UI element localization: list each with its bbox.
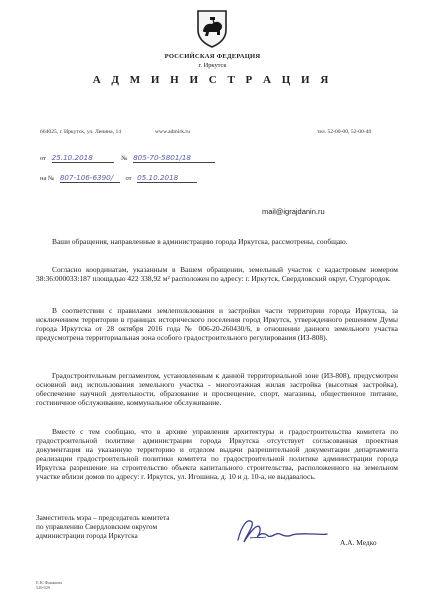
- country-name: РОССИЙСКАЯ ФЕДЕРАЦИЯ: [164, 53, 261, 60]
- postal-address: 664025, г. Иркутск, ул. Ленина, 14: [40, 129, 122, 135]
- executor-info: [36, 580, 62, 590]
- coat-of-arms-emblem: [195, 8, 229, 48]
- executor-phone: 520-029: [36, 585, 50, 590]
- outgoing-reference: [40, 153, 215, 163]
- outgoing-date: 25.10.2018: [52, 153, 114, 163]
- paragraph-1: Ваши обращения, направленные в администрацию города Иркутска, рассмотрены, сообщаю.: [52, 237, 348, 246]
- letter-body-5: [36, 428, 398, 481]
- letter-body-2: [36, 266, 398, 284]
- paragraph-5: Вместе с тем сообщаю, что в архиве управления архитектуры и градостроительства комитета по градостроительной политике администрации города Иркутска отсутствует согласованная проектная документация на указанную территорию и отделом выдачи разрешительной документации департамента реализации градостроительной политики комитета по градостроительной политике администрации города Иркутска разрешение на строительство объекта капитального строительства, расположенного на земельном участке вблизи домов по адресу: г. Иркутск, ул. Игошина, д. 10 и д. 10-а, не выдавалось.: [36, 427, 398, 481]
- incoming-from-label: от: [125, 175, 132, 182]
- signatory-name: А.А. Медко: [340, 538, 377, 547]
- letter-body-4: [36, 372, 398, 408]
- executor-name: Е.Н. Фонякова: [36, 580, 62, 585]
- city-name: г. Иркутск: [198, 62, 227, 69]
- signatory-position: [36, 514, 170, 541]
- paragraph-4: Градостроительным регламентом, установленным к данной территориальной зоне (ИЗ-808), предусмотрен основной вид использования земельного участка - многоэтажная жилая застройка (высотная застройка), обеспечение научной деятельности, образование и просвещение, спорт, магазины, общественное питание, гостиничное обслуживание, коммунальное обслуживание.: [36, 371, 398, 407]
- letter-body-3: [36, 307, 398, 343]
- incoming-reference: [40, 173, 197, 183]
- number-label: №: [121, 155, 128, 162]
- incoming-number: 807-106-6390/: [60, 173, 120, 183]
- handwritten-signature: [232, 512, 330, 548]
- incoming-date: 05.10.2018: [137, 173, 197, 183]
- phone-numbers: тел. 52-00-00, 52-00-40: [317, 129, 372, 135]
- recipient-email: mail@igrajdanin.ru: [262, 207, 325, 216]
- from-label: от: [40, 155, 47, 162]
- in-reply-label: на №: [40, 175, 55, 182]
- position-line: администрации города Иркутска: [36, 530, 138, 540]
- organization-title: А Д М И Н И С Т Р А Ц И Я: [92, 74, 333, 86]
- position-line: Заместитель мэра – председатель комитета: [36, 513, 170, 522]
- website: www.admirk.ru: [155, 129, 191, 135]
- paragraph-3: В соответствии с правилами землепользования и застройки части территории города Иркутска, за исключением территории в границах исторического поселения город Иркутск, утвержденного решением Думы города Иркутска от 28 октября 2016 года № 006-20-260430/6, в отношении данного земельного участка предусмотрена территориальная зона особого градостроительного регулирования (ИЗ-808).: [36, 306, 398, 342]
- paragraph-2: Согласно координатам, указанным в Вашем обращении, земельный участок с кадастровым номером 38:36:000033:187 площадью 422 338,92 м² расположен по адресу: г. Иркутск, Свердловский округ, Студгородок.: [36, 265, 398, 283]
- letter-body: [36, 238, 398, 247]
- outgoing-number: 805-70-5801/18: [133, 153, 215, 163]
- position-line: по управлению Свердловским округом: [36, 521, 158, 531]
